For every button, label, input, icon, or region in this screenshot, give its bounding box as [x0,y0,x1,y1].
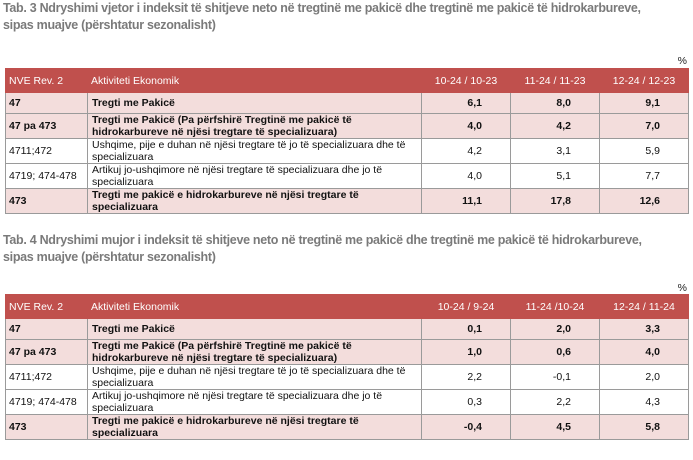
table-row [6,114,689,139]
cell-value: 2,0 [511,319,600,340]
table4-caption-line2: sipas muajve (përshtatur sezonalisht) [3,250,216,264]
cell-value: 17,8 [511,189,600,214]
cell-value: 0,3 [422,390,511,415]
cell-value: 6,1 [422,93,511,114]
table4-header-activity: Aktiviteti Ekonomik [88,295,422,319]
cell-value: 2,0 [600,365,689,390]
cell-value: 8,0 [511,93,600,114]
table4-unit: % [677,282,687,294]
cell-activity: Tregti me Pakicë [88,319,422,340]
table4-header-period1: 10-24 / 9-24 [422,295,511,319]
table4-caption-line1: Tab. 4 Ndryshimi mujor i indeksit të shitjeve neto në tregtinë me pakicë dhe tregtinë me pakicë të hidrokarbureve, [3,233,642,247]
cell-value: -0,1 [511,365,600,390]
table-row [6,164,689,189]
table4-header-code: NVE Rev. 2 [6,295,88,319]
cell-value: 4,0 [600,340,689,365]
cell-activity: Ushqime, pije e duhan në njësi tregtare të jo të specializuara dhe të specializuara [88,365,422,390]
table-row [6,93,689,114]
cell-value: 4,3 [600,390,689,415]
table-row [6,390,689,415]
cell-activity: Tregti me pakicë e hidrokarbureve në njësi tregtare të specializuara [88,415,422,440]
cell-code: 47 [6,93,88,114]
cell-value: 11,1 [422,189,511,214]
table4-caption [3,232,691,266]
table3-header-row [6,69,689,93]
cell-code: 4719; 474-478 [6,390,88,415]
cell-activity: Tregti me pakicë e hidrokarbureve në njësi tregtare të specializuara [88,189,422,214]
table4-header-row [6,295,689,319]
cell-activity: Ushqime, pije e duhan në njësi tregtare të jo të specializuara dhe të specializuara [88,139,422,164]
cell-value: 4,5 [511,415,600,440]
table3-caption-line1: Tab. 3 Ndryshimi vjetor i indeksit të shitjeve neto në tregtinë me pakicë dhe tregtinë me pakicë të hidrokarbureve, [3,1,641,15]
cell-code: 47 pa 473 [6,340,88,365]
table-row [6,365,689,390]
cell-value: 2,2 [422,365,511,390]
cell-code: 4711;472 [6,139,88,164]
table-row [6,319,689,340]
cell-value: 7,7 [600,164,689,189]
cell-activity: Tregti me Pakicë (Pa përfshirë Tregtinë me pakicë të hidrokarbureve në njësi tregtare të specializuara) [88,114,422,139]
table3 [5,68,689,214]
table4 [5,294,689,440]
cell-value: 9,1 [600,93,689,114]
cell-value: 0,1 [422,319,511,340]
cell-value: 7,0 [600,114,689,139]
cell-value: 4,0 [422,164,511,189]
cell-value: 4,0 [422,114,511,139]
table-row [6,189,689,214]
table3-header-period1: 10-24 / 10-23 [422,69,511,93]
table3-header-period2: 11-24 / 11-23 [511,69,600,93]
cell-activity: Artikuj jo-ushqimore në njësi tregtare të specializuara dhe jo të specializuara [88,390,422,415]
cell-activity: Artikuj jo-ushqimore në njësi tregtare të specializuara dhe jo të specializuara [88,164,422,189]
cell-code: 4719; 474-478 [6,164,88,189]
cell-code: 4711;472 [6,365,88,390]
table4-header-period2: 11-24 /10-24 [511,295,600,319]
cell-code: 47 [6,319,88,340]
table3-unit: % [677,55,687,67]
cell-value: -0,4 [422,415,511,440]
table3-caption [3,0,691,34]
table3-header-code: NVE Rev. 2 [6,69,88,93]
cell-activity: Tregti me Pakicë [88,93,422,114]
table4-header-period3: 12-24 / 11-24 [600,295,689,319]
table-row [6,139,689,164]
table3-header-activity: Aktiviteti Ekonomik [88,69,422,93]
cell-value: 3,3 [600,319,689,340]
cell-value: 2,2 [511,390,600,415]
cell-code: 47 pa 473 [6,114,88,139]
cell-value: 3,1 [511,139,600,164]
table3-caption-line2: sipas muajve (përshtatur sezonalisht) [3,18,216,32]
table-row [6,415,689,440]
cell-value: 5,8 [600,415,689,440]
cell-value: 5,1 [511,164,600,189]
table-row [6,340,689,365]
table3-header-period3: 12-24 / 12-23 [600,69,689,93]
cell-value: 4,2 [511,114,600,139]
cell-code: 473 [6,415,88,440]
cell-value: 5,9 [600,139,689,164]
cell-value: 12,6 [600,189,689,214]
cell-code: 473 [6,189,88,214]
cell-activity: Tregti me Pakicë (Pa përfshirë Tregtinë me pakicë të hidrokarbureve në njësi tregtare të specializuara) [88,340,422,365]
cell-value: 0,6 [511,340,600,365]
cell-value: 1,0 [422,340,511,365]
cell-value: 4,2 [422,139,511,164]
